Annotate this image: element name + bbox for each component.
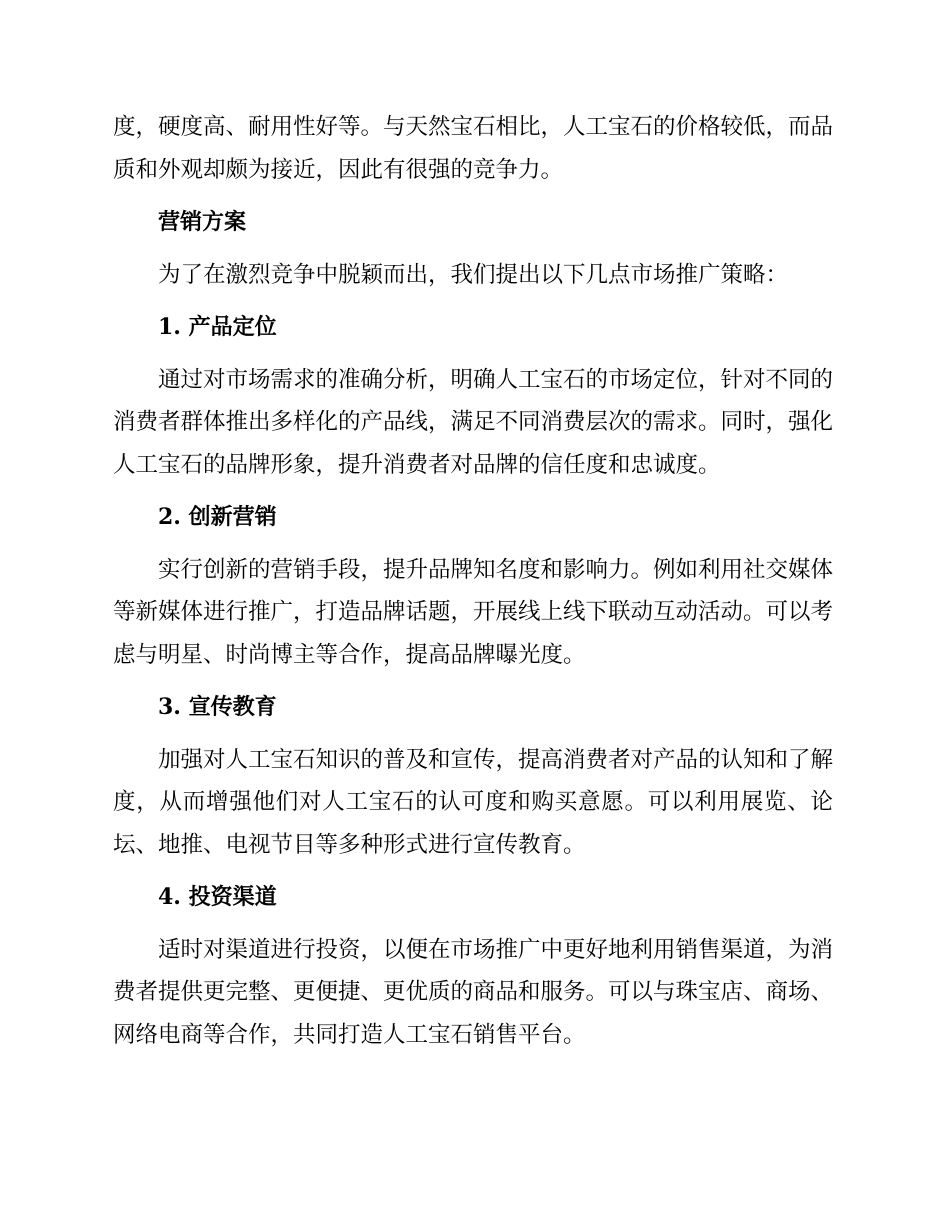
item-body-3: 加强对人工宝石知识的普及和宣传，提高消费者对产品的认知和了解度，从而增强他们对人工宝石的认可度和购买意愿。可以利用展览、论坛、地推、电视节目等多种形式进行宣传教育。 (113, 746, 834, 858)
item-body-4: 适时对渠道进行投资，以便在市场推广中更好地利用销售渠道，为消费者提供更完整、更便捷、更优质的商品和服务。可以与珠宝店、商场、网络电商等合作，共同打造人工宝石销售平台。 (113, 936, 834, 1048)
item-heading-1: 1. 产品定位 (158, 314, 277, 340)
intro-paragraph: 为了在激烈竞争中脱颖而出，我们提出以下几点市场推广策略： (158, 261, 789, 288)
item-heading-2: 2. 创新营销 (158, 504, 277, 530)
item-heading-3: 3. 宣传教育 (158, 694, 277, 720)
document-body (113, 106, 833, 1056)
item-heading-4: 4. 投资渠道 (158, 884, 277, 910)
item-body-1: 通过对市场需求的准确分析，明确人工宝石的市场定位，针对不同的消费者群体推出多样化的产品线，满足不同消费层次的需求。同时，强化人工宝石的品牌形象，提升消费者对品牌的信任度和忠诚度。 (113, 366, 834, 478)
item-body-2: 实行创新的营销手段，提升品牌知名度和影响力。例如利用社交媒体等新媒体进行推广，打造品牌话题，开展线上线下联动互动活动。可以考虑与明星、时尚博主等合作，提高品牌曝光度。 (113, 556, 834, 668)
continued-paragraph: 度，硬度高、耐用性好等。与天然宝石相比，人工宝石的价格较低，而品质和外观却颇为接近，因此有很强的竞争力。 (113, 114, 834, 183)
section-title: 营销方案 (158, 209, 247, 235)
